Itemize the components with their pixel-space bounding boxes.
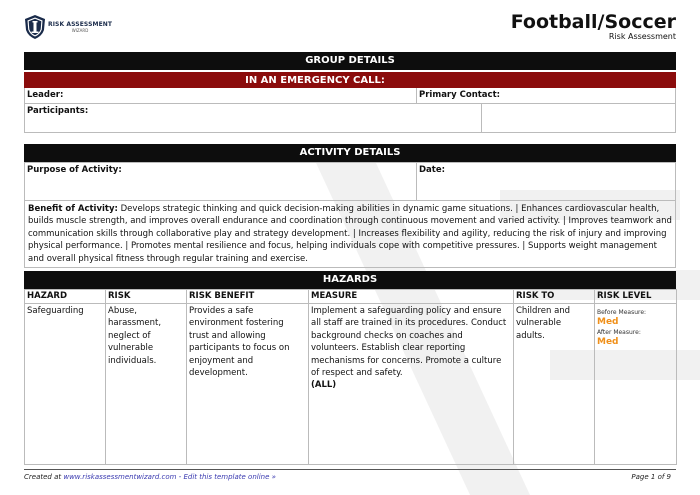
col-measure: MEASURE — [309, 290, 514, 304]
footer-credit — [24, 473, 276, 481]
emergency-heading: IN AN EMERGENCY CALL: — [24, 70, 676, 88]
participants-row — [24, 104, 676, 133]
measure-scope: (ALL) — [311, 380, 337, 391]
activity-details-section — [24, 144, 676, 268]
group-details-section — [24, 52, 676, 133]
hazard-cell: Safeguarding — [25, 304, 106, 465]
activity-details-heading: ACTIVITY DETAILS — [24, 144, 676, 162]
participants-field[interactable] — [25, 104, 482, 132]
edit-template-link[interactable]: - Edit this template online » — [178, 473, 276, 481]
purpose-field[interactable] — [25, 163, 417, 200]
leader-label: Leader: — [27, 90, 64, 100]
hazards-section — [24, 271, 676, 465]
risk-cell: Abuse, harassment, neglect of vulnerable individuals. — [106, 304, 187, 465]
col-risk-to: RISK TO — [514, 290, 595, 304]
footer-created-prefix: Created at — [24, 473, 62, 481]
primary-contact-label: Primary Contact: — [419, 90, 501, 100]
benefit-field — [24, 201, 676, 268]
benefit-text: Develops strategic thinking and quick decision-making abilities in dynamic game situations. | Enhances cardiovascular health, builds muscle strength, and improves overall endurance and coordination through continuous movement and varied activity. | Improves teamwork and communication skills through collaborative play and strategy development. | Increases flexibility and agility, reducing the risk of injury and improving physical performance. | Promotes mental resilience and focus, helping individuals cope with competitive pressures. | Supports weight management and overall physical fitness through regular training and exercise. — [28, 204, 672, 264]
col-risk-level: RISK LEVEL — [595, 290, 677, 304]
hazards-heading: HAZARDS — [24, 271, 676, 289]
date-field[interactable] — [417, 163, 675, 200]
group-details-heading: GROUP DETAILS — [24, 52, 676, 70]
primary-contact-field[interactable] — [417, 88, 675, 103]
measure-cell — [309, 304, 514, 465]
risk-benefit-cell: Provides a safe environment fostering trust and allowing participants to focus on enjoyment and development. — [187, 304, 309, 465]
benefit-label: Benefit of Activity: — [28, 204, 118, 214]
after-measure-label: After Measure: — [597, 329, 641, 336]
col-hazard: HAZARD — [25, 290, 106, 304]
participants-extra-field[interactable] — [482, 104, 675, 132]
page-number: Page 1 of 9 — [631, 473, 671, 481]
measure-text: Implement a safeguarding policy and ensure all staff are trained in its procedures. Conduct background checks on coaches and volunteers. Establish clear reporting mechanisms for concerns. Promote a culture of respect and safety. — [311, 306, 507, 379]
before-measure-label: Before Measure: — [597, 309, 647, 316]
after-measure-level: Med — [597, 337, 619, 347]
risk-level-cell — [595, 304, 677, 465]
table-row — [25, 304, 677, 465]
document-subtitle: Risk Assessment — [608, 32, 676, 41]
document-title: Football/Soccer — [510, 11, 676, 33]
participants-label: Participants: — [27, 106, 89, 116]
before-measure-level: Med — [597, 317, 619, 327]
page-header — [0, 0, 700, 48]
col-risk-benefit: RISK BENEFIT — [187, 290, 309, 304]
logo-title: RISK ASSESSMENT — [48, 20, 113, 28]
footer-divider — [24, 469, 676, 470]
date-label: Date: — [419, 165, 446, 175]
logo — [25, 15, 112, 39]
hazards-table — [24, 289, 677, 465]
site-link[interactable]: www.riskassessmentwizard.com — [63, 473, 177, 481]
hazards-header-row — [25, 290, 677, 304]
leader-field[interactable] — [25, 88, 417, 103]
logo-subtitle: WIZARD — [71, 27, 89, 33]
risk-to-cell: Children and vulnerable adults. — [514, 304, 595, 465]
purpose-row — [24, 162, 676, 201]
col-risk: RISK — [106, 290, 187, 304]
leader-row — [24, 88, 676, 104]
purpose-label: Purpose of Activity: — [27, 165, 122, 175]
shield-lighthouse-icon — [25, 15, 45, 39]
